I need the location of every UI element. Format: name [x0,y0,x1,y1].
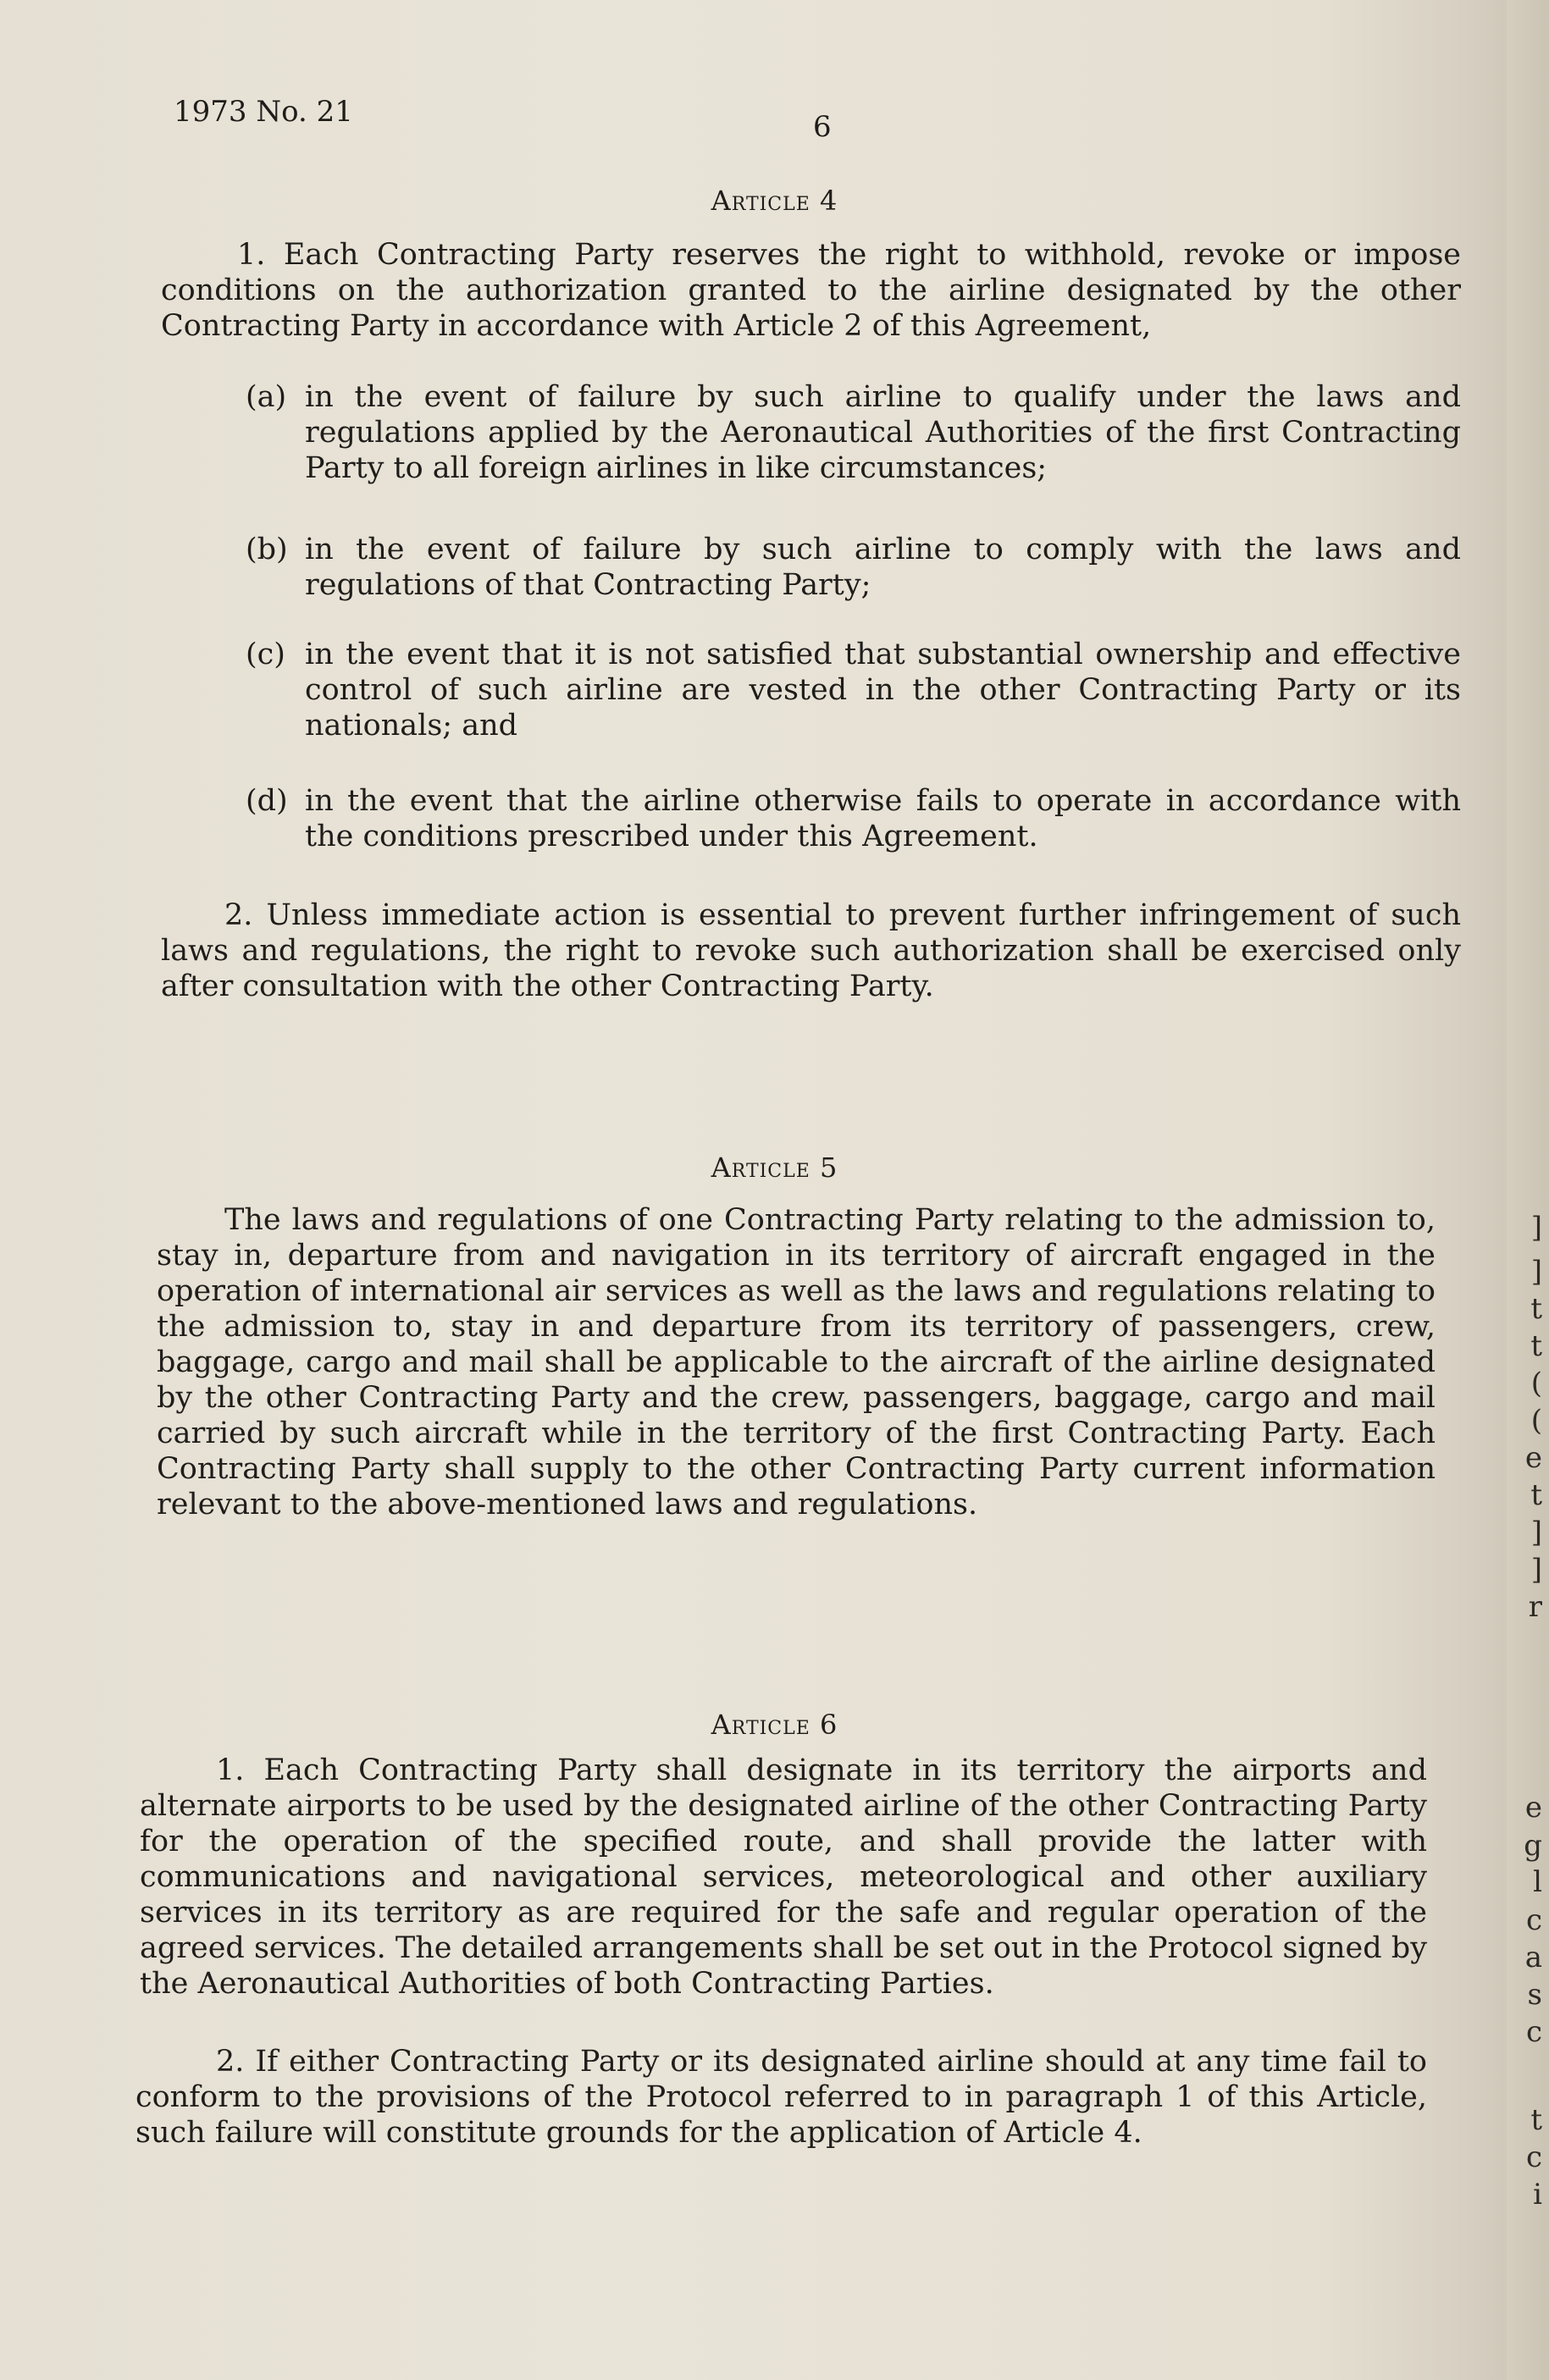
item-label: (a) [246,380,287,414]
article-4-item-d [246,783,1461,854]
article-5-heading: Article 5 [711,1151,838,1184]
bleed-glyph: ] [1530,1255,1542,1289]
article-4-item-a [246,379,1461,486]
bleed-glyph: ( [1530,1367,1542,1400]
bleed-glyph: t [1530,1329,1542,1363]
bleed-glyph: i [1533,2178,1542,2212]
bleed-glyph: c [1525,1903,1542,1937]
article-4-item-b [246,532,1461,603]
article-4-item-c [246,637,1461,743]
article-6-paragraph-2: 2. If either Contracting Party or its designated airline should at any time fail to conform to the provisions of the Protocol referred to in paragraph 1 of this Article, such failure will constitute grounds for the application of Article 4. [136,2045,1427,2150]
bleed-glyph: s [1527,1978,1542,2012]
facing-page-edge [1507,0,1549,2380]
bleed-glyph: r [1528,1590,1542,1624]
bleed-glyph: c [1525,2140,1542,2174]
page-number: 6 [813,110,832,144]
item-text: in the event that the airline otherwise fails to operate in accordance with the conditions prescribed under this Agreement. [305,784,1461,853]
bleed-glyph: ] [1530,1211,1542,1245]
bleed-glyph: e [1524,1441,1542,1475]
article-5-paragraph: The laws and regulations of one Contracting Party relating to the admission to, stay in, departure from and navigation in its territory of aircraft engaged in the operation of international air services as well as the laws and regulations relating to the admission to, stay in and departure from its territory of passengers, crew, baggage, cargo and mail shall be applicable to the aircraft of the airline designated by the other Contracting Party and the crew, passengers, baggage, cargo and mail carried by such aircraft while in the territory of the first Contracting Party. Each Contracting Party shall supply to the other Contracting Party current information relevant to the above-mentioned laws and regulations. [157,1203,1436,1521]
document-reference: 1973 No. 21 [174,95,353,129]
bleed-glyph: t [1530,2103,1542,2137]
article-4-paragraph-2: 2. Unless immediate action is essential to prevent further infringement of such laws and regulations, the right to revoke such authorization shall be exercised only after consultation with the other Contracting Party. [161,898,1461,1003]
item-label: (b) [246,533,288,566]
item-text: in the event of failure by such airline to comply with the laws and regulations of that Contracting Party; [305,533,1461,602]
bleed-glyph: ] [1530,1553,1542,1587]
article-6-heading: Article 6 [711,1709,838,1741]
bleed-glyph: e [1524,1791,1542,1825]
article-4-paragraph-1: 1. Each Contracting Party reserves the right to withhold, revoke or impose conditions on the authorization granted to the airline designated by the other Contracting Party in accordance with Article 2 of this Agreement, [161,238,1461,343]
bleed-glyph: t [1530,1292,1542,1326]
bleed-glyph: a [1524,1941,1542,1974]
bleed-glyph: l [1533,1865,1542,1899]
item-text: in the event that it is not satisfied that substantial ownership and effective control of such airline are vested in the other Contracting Party or its nationals; and [305,638,1461,743]
item-label: (d) [246,784,288,818]
article-6-paragraph-1: 1. Each Contracting Party shall designate in its territory the airports and alternate airports to be used by the designated airline of the other Contracting Party for the operation of the specified route, and shall provide the latter with communications and navigational services, meteorological and other auxiliary services in its territory as are required for the safe and regular operation of the agreed services. The detailed arrangements shall be set out in the Protocol signed by the Aeronautical Authorities of both Contracting Parties. [140,1753,1427,2001]
item-text: in the event of failure by such airline to qualify under the laws and regulations applied by the Aeronautical Authorities of the first Contracting Party to all foreign airlines in like circumstances; [305,380,1461,485]
article-4-heading: Article 4 [711,185,838,217]
bleed-glyph: ( [1530,1404,1542,1438]
bleed-glyph: t [1530,1478,1542,1512]
bleed-glyph: g [1524,1829,1542,1863]
bleed-glyph: c [1525,2015,1542,2049]
item-label: (c) [246,638,285,671]
bleed-glyph: ] [1530,1516,1542,1549]
